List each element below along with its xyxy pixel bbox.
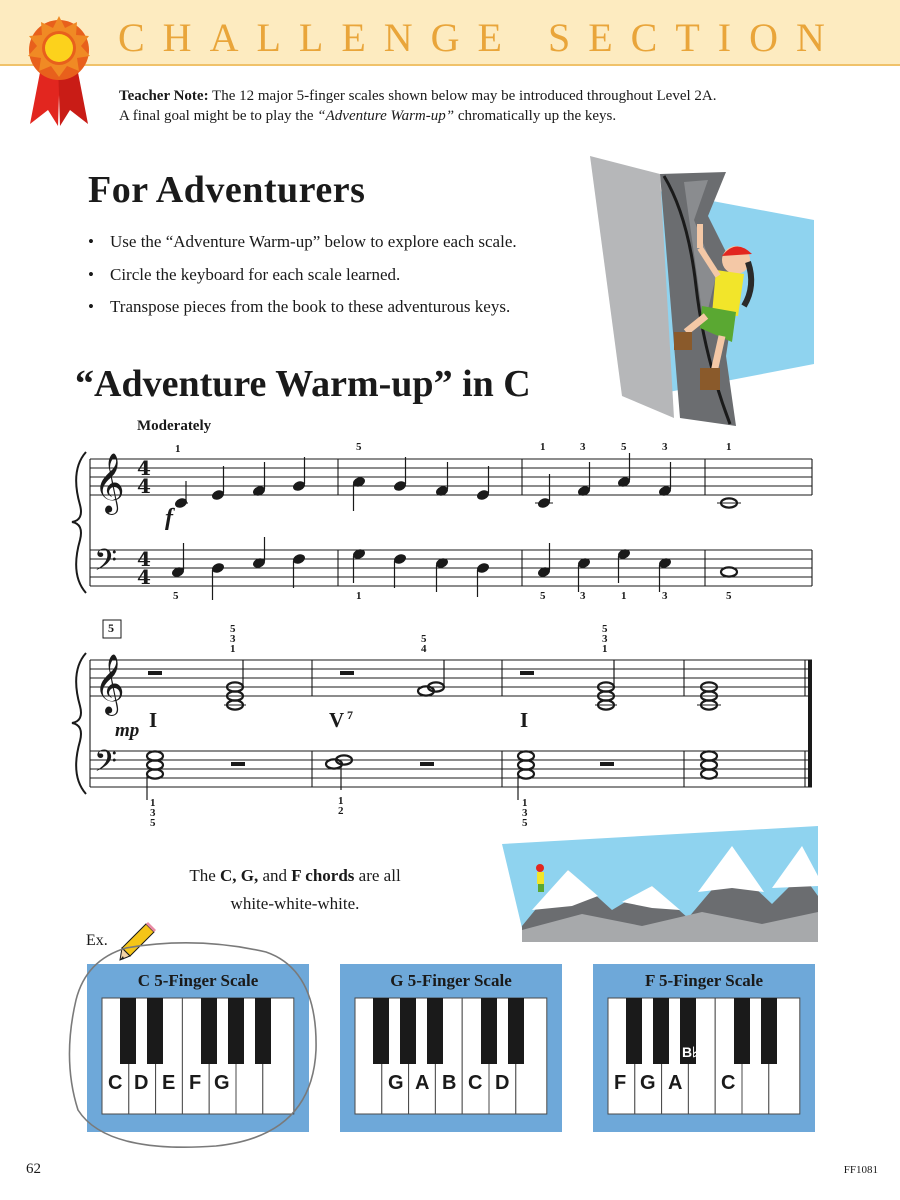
circle-annotation (66, 940, 328, 1156)
piano-keyboard-icon (607, 997, 801, 1115)
finger-number: 1 (540, 441, 546, 453)
key-label: C (468, 1072, 483, 1094)
keyboard-title: C 5-Finger Scale (137, 971, 259, 990)
finger-number: 1 (175, 443, 181, 455)
finger-number: 1 (338, 795, 344, 807)
finger-number: 3 (230, 633, 236, 645)
key-label: C (721, 1072, 736, 1094)
finger-number: 3 (602, 633, 608, 645)
finger-number: 3 (522, 807, 528, 819)
finger-number: 1 (621, 590, 627, 602)
finger-number: 1 (150, 797, 156, 809)
finger-number: 5 (356, 441, 362, 453)
finger-stack (230, 624, 236, 654)
finger-number: 5 (522, 817, 528, 829)
teacher-note-text-2: A final goal might be to play the (119, 108, 318, 124)
finger-stack (421, 634, 427, 654)
keyboard-title: G 5-Finger Scale (390, 971, 512, 990)
key-label: B (442, 1072, 457, 1094)
finger-number: 1 (522, 797, 528, 809)
finger-number: 5 (602, 623, 608, 635)
treble-clef-icon: 𝄞 (94, 453, 125, 513)
finger-stack (602, 624, 608, 654)
list-item: • Transpose pieces from the book to these adventurous keys. (88, 297, 517, 330)
finger-number: 3 (662, 441, 668, 453)
finger-number: 5 (421, 633, 427, 645)
chord-note-text: and (258, 866, 292, 885)
chord-note-bold: C, G, (220, 866, 259, 885)
piano-keyboard-icon (354, 997, 548, 1115)
chord-note-text: The (189, 866, 220, 885)
key-label: D (495, 1072, 510, 1094)
finger-number: 1 (726, 441, 732, 453)
section-title: CHALLENGE SECTION (118, 15, 843, 60)
key-label: D (134, 1072, 149, 1094)
mountain-illustration (502, 826, 818, 944)
bass-clef-icon: 𝄢 (94, 544, 118, 585)
key-label: F (189, 1072, 202, 1094)
finger-number: 1 (356, 590, 362, 602)
finger-stack (522, 798, 528, 828)
list-item: • Use the “Adventure Warm-up” below to explore each scale. (88, 232, 517, 265)
g-scale-keyboard[interactable] (340, 964, 562, 1132)
finger-number: 5 (540, 590, 546, 602)
chord-seventh: 7 (347, 708, 353, 722)
key-label: C (108, 1072, 123, 1094)
treble-clef-icon: 𝄞 (94, 654, 125, 714)
f-scale-keyboard[interactable] (593, 964, 815, 1132)
finger-stack (338, 796, 344, 816)
finger-number: 3 (580, 590, 586, 602)
key-label: G (214, 1072, 230, 1094)
chord-note-line-2: white-white-white. (230, 894, 360, 913)
key-label: F (614, 1072, 627, 1094)
finger-number: 5 (230, 623, 236, 635)
teacher-note-text-3: chromatically up the keys. (454, 108, 617, 124)
finger-number: 3 (580, 441, 586, 453)
svg-text:4: 4 (137, 474, 151, 498)
key-label: A (668, 1072, 683, 1094)
finger-number: 5 (621, 441, 627, 453)
page-number: 62 (26, 1161, 41, 1177)
chord-symbol: I (520, 708, 529, 732)
chord-note-text: are all (354, 866, 401, 885)
piece-title: “Adventure Warm-up” in C (75, 363, 531, 405)
key-label: G (640, 1072, 656, 1094)
finger-number: 1 (230, 643, 236, 655)
dynamic-forte: f (165, 505, 173, 531)
svg-text:4: 4 (137, 456, 151, 480)
finger-number: 5 (173, 590, 179, 602)
keyboard-title: F 5-Finger Scale (644, 971, 764, 990)
key-label: G (388, 1072, 404, 1094)
example-label: Ex. (86, 932, 108, 949)
finger-stack (150, 798, 156, 828)
teacher-note-text: The 12 major 5-finger scales shown below may be introduced throughout Level 2A. (208, 88, 717, 104)
catalog-code: FF1081 (843, 1164, 878, 1176)
measure-number: 5 (108, 621, 114, 635)
finger-number: 3 (662, 590, 668, 602)
tempo-marking: Moderately (137, 418, 212, 434)
flat-key-label: B♭ (682, 1044, 699, 1060)
chord-symbol: I (149, 708, 158, 732)
teacher-note-italic: “Adventure Warm-up” (317, 108, 455, 124)
bass-clef-icon: 𝄢 (94, 745, 118, 786)
chord-note (180, 862, 410, 918)
finger-number: 2 (338, 805, 344, 817)
dynamic-mezzo-piano: mp (115, 720, 140, 741)
finger-number: 5 (150, 817, 156, 829)
finger-number: 5 (726, 590, 732, 602)
section-heading: For Adventurers (88, 169, 366, 211)
finger-number: 4 (421, 643, 427, 655)
teacher-note-label: Teacher Note: (119, 88, 209, 104)
finger-number: 1 (602, 643, 608, 655)
key-label: A (415, 1072, 430, 1094)
svg-text:4: 4 (137, 547, 151, 571)
svg-text:4: 4 (137, 565, 151, 589)
finger-number: 3 (150, 807, 156, 819)
chord-symbol: V (329, 708, 345, 732)
list-item: • Circle the keyboard for each scale learned. (88, 265, 517, 298)
chord-note-bold: F chords (291, 866, 355, 885)
key-label: E (162, 1072, 176, 1094)
